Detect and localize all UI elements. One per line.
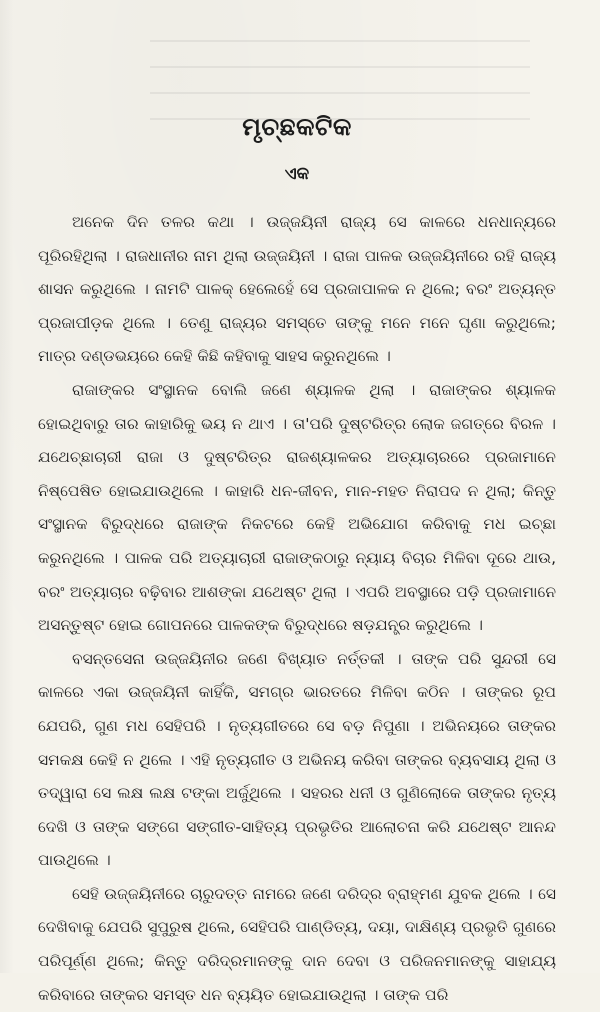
body-text (38, 206, 556, 1012)
paragraph-2: ରାଜାଙ୍କର ସଂସ୍ଥାନକ ବୋଲି ଜଣେ ଶ୍ୟାଳକ ଥିଲା । ରାଜାଙ୍କର ଶ୍ୟାଳକ ହୋଇଥିବାରୁ ତାର କାହାରିକୁ ଭୟ ନ ଥାଏ । ତା'ପରି ଦୁଷ୍ଟରିତ୍ର ଲୋକ ଜଗତ୍‌ରେ ବିରଳ । ଯଥେଚ୍ଛାଚାରୀ ରାଜା ଓ ଦୁଷ୍ଟରିତ୍ର ରାଜଶ୍ୟାଳକର ଅତ୍ୟାଚାରରେ ପ୍ରଜାମାନେ ନିଷ୍ପେଷିତ ହୋଇଯାଉଥିଲେ । କାହାରି ଧନ-ଜୀବନ, ମାନ-ମହତ ନିରାପଦ ନ ଥିଲା; କିନ୍ତୁ ସଂସ୍ଥାନକ ବିରୁଦ୍ଧରେ ରାଜାଙ୍କ ନିକଟରେ କେହି ଅଭିଯୋଗ କରିବାକୁ ମଧ ଇଚ୍ଛା କରୁନଥିଲେ । ପାଳକ ପରି ଅତ୍ୟାଚାରୀ ରାଜାଙ୍କଠାରୁ ନ୍ୟାୟ ବିଚାର ମିଳିବା ଦୂରେ ଥାଉ, ବରଂ ଅତ୍ୟାଚାର ବଢ଼ିବାର ଆଶଙ୍କା ଯଥେଷ୍ଟ ଥିଲା । ଏପରି ଅବସ୍ଥାରେ ପଡ଼ି ପ୍ରଜାମାନେ ଅସନ୍ତୁଷ୍ଟ ହୋଇ ଗୋପନରେ ପାଳକଙ୍କ ବିରୁଦ୍ଧରେ ଷଡ଼ଯନ୍ତ୍ର କରୁଥିଲେ । (38, 380, 556, 635)
paragraph-1: ଅନେକ ଦିନ ତଳର କଥା । ଉଜ୍ଜୟିନୀ ରାଜ୍ୟ ସେ କାଳରେ ଧନଧାନ୍ୟରେ ପୂରିରହିଥିଲା । ରାଜଧାନୀର ନାମ ଥିଲା ଉଜ୍ଜୟିନୀ । ରାଜା ପାଳକ ଉଜ୍ଜୟିନୀରେ ରହି ରାଜ୍ୟ ଶାସନ କରୁଥିଲେ । ନାମଟି ପାଳକ୍ ହେଲେହେଁ ସେ ପ୍ରଜାପାଳକ ନ ଥିଲେ; ବରଂ ଅତ୍ୟନ୍ତ ପ୍ରଜାପୀଡ଼କ ଥିଲେ । ତେଣୁ ରାଜ୍ୟର ସମସ୍ତେ ତାଙ୍କୁ ମନେ ମନେ ଘୃଣା କରୁଥିଲେ; ମାତ୍ର ଦଣ୍ଡଭୟରେ କେହି କିଛି କହିବାକୁ ସାହସ କରୁନଥିଲେ । (38, 213, 556, 366)
show-through-shadow (150, 40, 530, 160)
chapter-heading: ଏକ (284, 164, 310, 184)
page-title: ମୃଚ୍ଛକଟିକ (242, 112, 352, 141)
paragraph-4: ସେହି ଉଜ୍ଜୟିନୀରେ ଚାରୁଦତ୍ତ ନାମରେ ଜଣେ ଦରିଦ୍ର ବ୍ରାହ୍ମଣ ଯୁବକ ଥିଲେ । ସେ ଦେଖିବାକୁ ଯେପରି ସୁପୁରୁଷ ଥିଲେ, ସେହିପରି ପାଣ୍ଡିତ୍ୟ, ଦୟା, ଦାକ୍ଷିଣ୍ୟ ପ୍ରଭୃତି ଗୁଣରେ ପରିପୂର୍ଣ୍ଣ ଥିଲେ; କିନ୍ତୁ ଦରିଦ୍ରମାନଙ୍କୁ ଦାନ ଦେବା ଓ ପରିଜନମାନଙ୍କୁ ସାହାଯ୍ୟ କରିବାରେ ତାଙ୍କର ସମସ୍ତ ଧନ ବ୍ୟୟିତ ହୋଇଯାଉଥିଲା । ତାଙ୍କ ପରି (38, 884, 556, 1004)
paragraph-3: ବସନ୍ତସେନା ଉଜ୍ଜୟିନୀର ଜଣେ ବିଖ୍ୟାତ ନର୍ତ୍ତକୀ । ତାଙ୍କ ପରି ସୁନ୍ଦରୀ ସେ କାଳରେ ଏକା ଉଜ୍ଜୟିନୀ କାହିଁକି, ସମଗ୍ର ଭାରତରେ ମିଳିବା କଠିନ । ତାଙ୍କର ରୂପ ଯେପରି, ଗୁଣ ମଧ ସେହିପରି । ନୃତ୍ୟଗୀତରେ ସେ ବଡ଼ ନିପୁଣା । ଅଭିନୟରେ ତାଙ୍କର ସମକକ୍ଷ କେହି ନ ଥିଲେ । ଏହି ନୃତ୍ୟଗୀତ ଓ ଅଭିନୟ କରିବା ତାଙ୍କର ବ୍ୟବସାୟ ଥିଲା ଓ ତଦ୍ୱାରା ସେ ଲକ୍ଷ ଲକ୍ଷ ଟଙ୍କା ଅର୍ଜୁଥିଲେ । ସହରର ଧନୀ ଓ ଗୁଣିଲୋକେ ତାଙ୍କର ନୃତ୍ୟ ଦେଖି ଓ ତାଙ୍କ ସଙ୍ଗେ ସଙ୍ଗୀତ-ସାହିତ୍ୟ ପ୍ରଭୃତିର ଆଲୋଚନା କରି ଯଥେଷ୍ଟ ଆନନ୍ଦ ପାଉଥିଲେ । (38, 649, 556, 870)
